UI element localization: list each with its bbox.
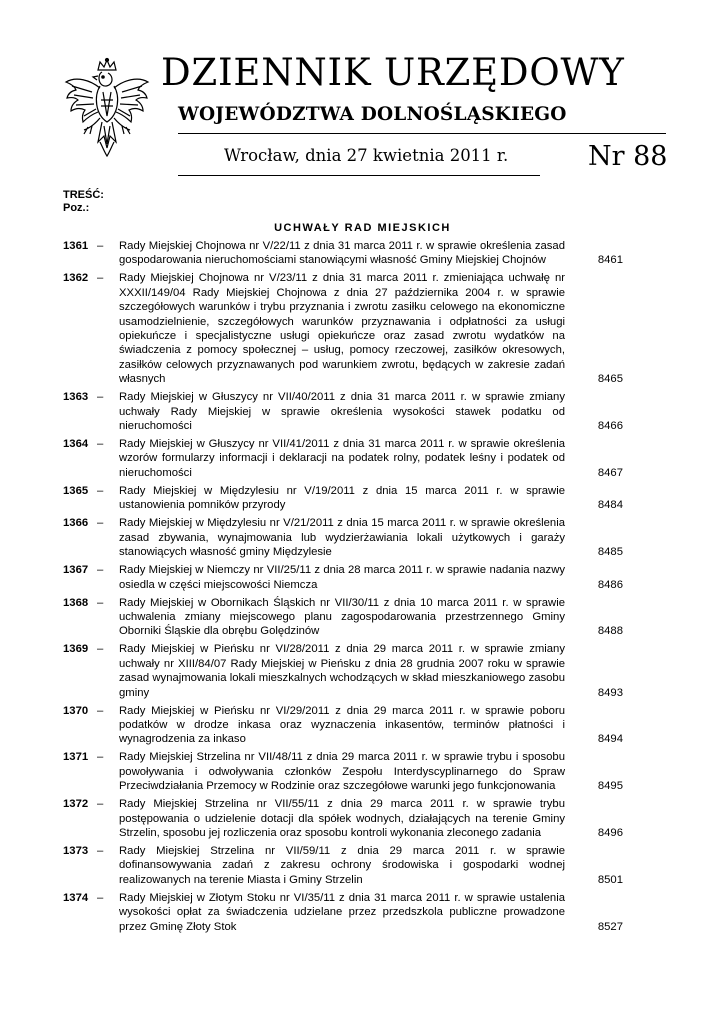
entry-dash: –: [97, 891, 104, 904]
entry-number: 1372: [63, 798, 89, 811]
entry-page-number: 8486: [597, 578, 623, 591]
position-label: Poz.:: [63, 202, 90, 214]
entry-page-number: 8465: [597, 373, 623, 386]
toc-entry: [63, 437, 623, 480]
entry-page-number: 8493: [597, 686, 623, 699]
entry-number: 1364: [63, 438, 89, 451]
toc-entry: [63, 516, 623, 559]
entry-title: Rady Miejskiej w Głuszycy nr VII/40/2011 z dnia 31 marca 2011 r. w sprawie zmiany uchwały Rady Miejskiej w sprawie określenia wysokości stawek podatku od nieruchomości: [119, 391, 565, 433]
entry-title: Rady Miejskiej Strzelina nr VII/55/11 z dnia 29 marca 2011 r. w sprawie trybu postępowania o udzielenie dotacji dla spółek wodnych, działających na terenie Gminy Strzelin, sposobu jej rozliczenia oraz sposobu kontroli wykonania zleconego zadania: [119, 798, 565, 839]
entry-page-number: 8466: [597, 420, 623, 433]
entry-page-number: 8461: [597, 254, 623, 267]
entry-page-number: 8488: [597, 625, 623, 638]
entry-page-number: 8485: [597, 546, 623, 559]
header-divider: [178, 133, 666, 134]
entry-dash: –: [97, 438, 104, 451]
entry-number: 1361: [63, 240, 89, 252]
entry-number: 1374: [63, 891, 89, 904]
toc-heading: [63, 189, 104, 215]
entry-title: Rady Miejskiej Strzelina nr VII/59/11 z dnia 29 marca 2011 r. w sprawie dofinansowywania zadań z zakresu ochrony środowiska i gospodarki wodnej realizowanych na terenie Miasta i Gminy Strzelin: [119, 844, 565, 886]
toc-entry: [63, 642, 623, 700]
entry-dash: –: [97, 272, 104, 285]
toc-entry: [63, 390, 623, 433]
toc-entry: [63, 891, 623, 934]
entry-title: Rady Miejskiej Chojnowa nr V/23/11 z dnia 31 marca 2011 r. zmieniająca uchwałę nr XXXII/149/04 Rady Miejskiej Chojnowa z dnia 27 października 2004 r. w sprawie szczegółowych warunków i trybu przyznania i zwrotu zasiłku celowego na ekonomiczne usamodzielnienie, szczegółowych warunków przyznawania i odpłatności za usługi opiekuńcze i specjalistyczne usługi opiekuńcze oraz zasad zwrotu wydatków na świadczenia z pomocy społecznej – usług, pomocy rzeczowej, zasiłków okresowych, zasiłków celowych przyznawanych pod warunkiem zwrotu, będących w zakresie zadań własnych: [119, 272, 565, 386]
entry-dash: –: [97, 751, 104, 764]
entry-title: Rady Miejskiej w Obornikach Śląskich nr VII/30/11 z dnia 10 marca 2011 r. w sprawie uchwalenia zmiany miejscowego planu zagospodarowania przestrzennego Gminy Oborniki Śląskie dla obrębu Golędzinów: [119, 596, 565, 638]
toc-entry: [63, 704, 623, 747]
toc-entry: [63, 596, 623, 639]
entry-title: Rady Miejskiej w Niemczy nr VII/25/11 z dnia 28 marca 2011 r. w sprawie nadania nazwy osiedla w części miejscowości Niemcza: [119, 564, 565, 591]
toc-entry-list: [63, 239, 623, 938]
date-underline: [178, 175, 540, 176]
entry-title: Rady Miejskiej w Pieńsku nr VI/29/2011 z dnia 29 marca 2011 r. w sprawie poboru podatków w drodze inkasa oraz wyznaczenia inkasentów, terminów płatności i wynagrodzenia za inkaso: [119, 704, 565, 746]
entry-number: 1365: [63, 484, 89, 497]
entry-dash: –: [97, 240, 104, 252]
entry-title: Rady Miejskiej Chojnowa nr V/22/11 z dnia 31 marca 2011 r. w sprawie określenia zasad gospodarowania nieruchomościami stanowiącymi własność Gminy Miejskiej Chojnów: [119, 240, 565, 267]
coat-of-arms-eagle-icon: [62, 56, 152, 158]
entry-dash: –: [97, 391, 104, 404]
entry-number: 1366: [63, 517, 89, 530]
entry-title: Rady Miejskiej Strzelina nr VII/48/11 z dnia 29 marca 2011 r. w sprawie trybu i sposobu powoływania i odwoływania członków Zespołu Interdyscyplinarnego do Spraw Przeciwdziałania Przemocy w Rodzinie oraz szczegółowe warunki jego funkcjonowania: [119, 751, 565, 793]
toc-entry: [63, 844, 623, 887]
entry-page-number: 8467: [597, 466, 623, 479]
journal-title: DZIENNIK URZĘDOWY: [161, 51, 625, 94]
journal-subtitle: WOJEWÓDZTWA DOLNOŚLĄSKIEGO: [178, 104, 567, 125]
entry-title: Rady Miejskiej w Głuszycy nr VII/41/2011 z dnia 31 marca 2011 r. w sprawie określenia wzorów formularzy informacji i deklaracji na podatek rolny, podatek leśny i podatek od nieruchomości: [119, 438, 565, 479]
entry-page-number: 8527: [597, 920, 623, 933]
entry-dash: –: [97, 643, 104, 656]
toc-entry: [63, 484, 623, 513]
entry-title: Rady Miejskiej w Złotym Stoku nr VI/35/11 z dnia 31 marca 2011 r. w sprawie ustalenia wysokości opłat za świadczenia udzielane przez przedszkola publiczne prowadzone przez Gminę Złoty Stok: [119, 891, 565, 933]
toc-entry: [63, 797, 623, 840]
entry-number: 1368: [63, 596, 89, 609]
entry-page-number: 8484: [597, 499, 623, 512]
entry-page-number: 8501: [597, 873, 623, 886]
entry-number: 1367: [63, 564, 89, 577]
entry-number: 1373: [63, 844, 89, 857]
entry-number: 1362: [63, 272, 89, 285]
toc-entry: [63, 563, 623, 592]
section-title: UCHWAŁY RAD MIEJSKICH: [274, 222, 451, 234]
entry-page-number: 8496: [597, 826, 623, 839]
toc-entry: [63, 750, 623, 793]
entry-number: 1363: [63, 391, 89, 404]
entry-dash: –: [97, 484, 104, 497]
toc-label: TREŚĆ:: [63, 189, 104, 201]
entry-number: 1370: [63, 704, 89, 717]
toc-entry: [63, 239, 623, 268]
issue-date: Wrocław, dnia 27 kwietnia 2011 r.: [224, 146, 509, 165]
entry-dash: –: [97, 564, 104, 577]
entry-dash: –: [97, 844, 104, 857]
entry-dash: –: [97, 798, 104, 811]
entry-page-number: 8495: [597, 780, 623, 793]
entry-title: Rady Miejskiej w Międzylesiu nr V/21/2011 z dnia 15 marca 2011 r. w sprawie określenia zasad zbywania, wynajmowania lub wydzierżawiania lokali użytkowych i garaży stanowiących własność gminy Międzylesie: [119, 517, 565, 559]
entry-number: 1369: [63, 643, 89, 656]
issue-number: Nr 88: [588, 141, 668, 172]
toc-entry: [63, 271, 623, 386]
entry-dash: –: [97, 704, 104, 717]
entry-number: 1371: [63, 751, 89, 764]
entry-page-number: 8494: [597, 733, 623, 746]
entry-dash: –: [97, 596, 104, 609]
entry-title: Rady Miejskiej w Międzylesiu nr V/19/2011 z dnia 15 marca 2011 r. w sprawie ustanowienia pomników przyrody: [119, 484, 565, 512]
entry-dash: –: [97, 517, 104, 530]
entry-title: Rady Miejskiej w Pieńsku nr VI/28/2011 z dnia 29 marca 2011 r. w sprawie zmiany uchwały nr XIII/84/07 Rady Miejskiej w Pieńsku z dnia 28 grudnia 2007 roku w sprawie zasad wynajmowania lokali mieszkalnych wchodzących w skład mieszkaniowego zasobu gminy: [119, 643, 565, 699]
